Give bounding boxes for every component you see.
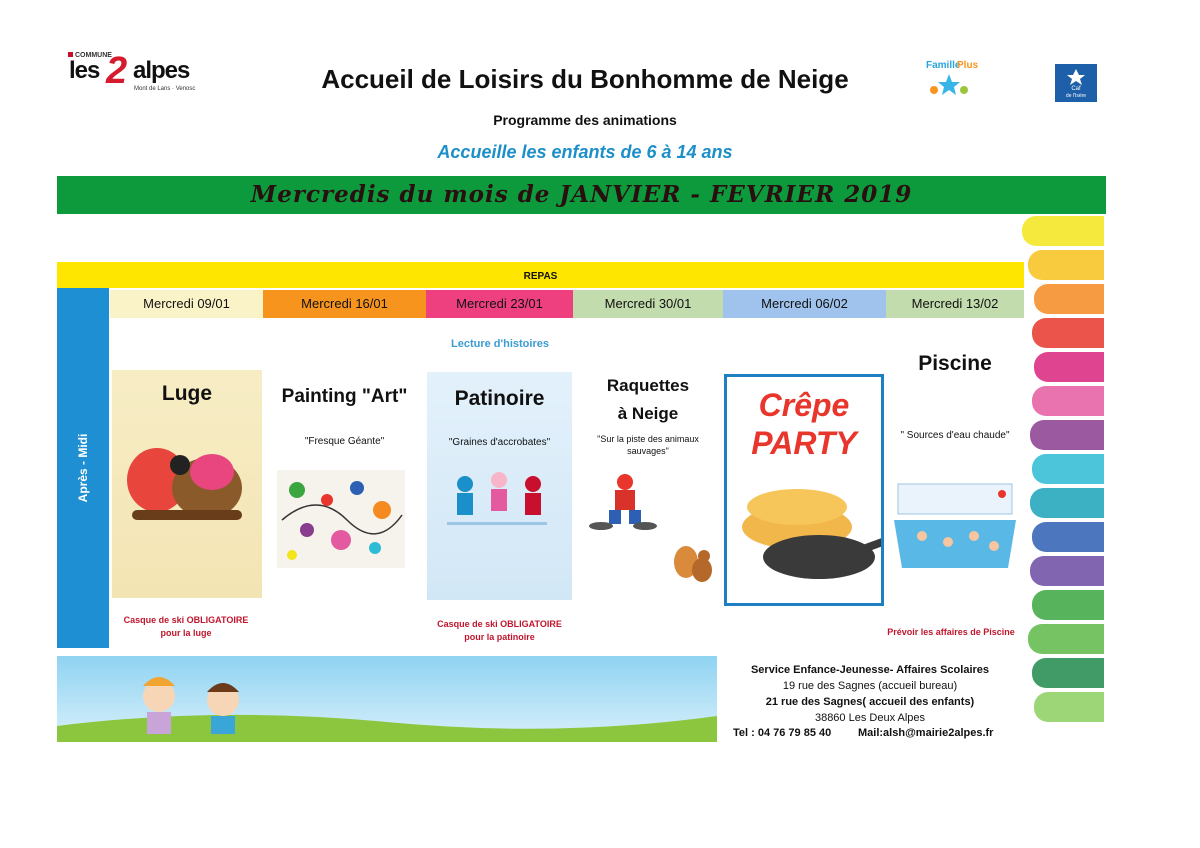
month-banner-text: Mercredis du mois de JANVIER - FEVRIER 2019 (250, 181, 913, 208)
piscine-subtitle: " Sources d'eau chaude" (900, 430, 1010, 441)
crayon-blue (1032, 522, 1104, 552)
pool-image (892, 476, 1018, 572)
caf-logo-line1: Caf (1071, 86, 1081, 92)
patinoire-warning-line2: pour la patinoire (464, 632, 535, 642)
luge-warning (110, 614, 262, 640)
patinoire-warning-line1: Casque de ski OBLIGATOIRE (437, 619, 562, 629)
logo-sub: Mont de Lans · Venosc (134, 86, 196, 92)
day-header-30-01: Mercredi 30/01 (573, 290, 723, 318)
famille-plus-logo (920, 60, 978, 106)
crayon-green (1032, 590, 1104, 620)
address-office: 19 rue des Sagnes (accueil bureau) (782, 680, 958, 692)
afternoon-label (57, 288, 109, 648)
raquettes-subtitle-line1: "Sur la piste des animaux (597, 434, 699, 444)
lecture-text: Lecture d'histoires (451, 338, 549, 350)
crayon-purple (1030, 420, 1104, 450)
raquettes-title-line2: à Neige (617, 404, 679, 423)
crayon-light-green (1028, 624, 1104, 654)
painting-subtitle: "Fresque Géante" (304, 436, 385, 447)
logo-commune-text: COMMUNE (68, 52, 112, 59)
service-name: Service Enfance-Jeunesse- Affaires Scolaires (750, 664, 990, 676)
squirrel-image (672, 542, 718, 586)
famille-logo-line2: Plus (957, 60, 979, 71)
crepe-line2: PARTY (751, 425, 857, 461)
patinoire-subtitle: "Graines d'accrobates" (448, 437, 551, 448)
day-header-13-02: Mercredi 13/02 (886, 290, 1024, 318)
crayon-dark-green (1032, 658, 1104, 688)
crayon-pink (1032, 386, 1104, 416)
raquettes-subtitle (573, 433, 723, 457)
crayon-lime (1034, 692, 1104, 722)
painting-title: Painting "Art" (281, 386, 408, 407)
page-title: Accueil de Loisirs du Bonhomme de Neige (321, 64, 849, 94)
raquettes-title-line1: Raquettes (606, 376, 690, 395)
address-children: 21 rue des Sagnes( accueil des enfants) (765, 696, 975, 708)
repas-band: REPAS (57, 262, 1024, 288)
crepe-party-card (724, 374, 884, 606)
day-header-23-01: Mercredi 23/01 (426, 290, 573, 318)
crayon-red (1032, 318, 1104, 348)
commune-logo (66, 52, 206, 96)
crayon-cyan (1032, 454, 1104, 484)
day-header-09-01: Mercredi 09/01 (110, 290, 263, 318)
piscine-warning: Prévoir les affaires de Piscine (887, 627, 1015, 637)
patinoire-title: Patinoire (454, 387, 545, 410)
logo-two: 2 (106, 50, 128, 92)
crayon-magenta (1034, 352, 1104, 382)
caf-logo (1055, 64, 1097, 102)
raquettes-title (573, 372, 723, 428)
day-header-16-01: Mercredi 16/01 (263, 290, 426, 318)
piscine-title: Piscine (918, 352, 992, 375)
painting-image (277, 470, 405, 568)
luge-warning-line1: Casque de ski OBLIGATOIRE (123, 615, 249, 625)
city-line: 38860 Les Deux Alpes (814, 712, 926, 724)
page-subtitle: Programme des animations (493, 112, 677, 128)
patinoire-card (427, 372, 572, 600)
snowshoe-kid-image (583, 470, 663, 534)
day-header-06-02: Mercredi 06/02 (723, 290, 886, 318)
luge-card (112, 370, 262, 598)
luge-warning-line2: pour la luge (160, 628, 212, 638)
crayon-orange (1034, 284, 1104, 314)
crayon-yellow (1022, 216, 1104, 246)
crayon-gold (1028, 250, 1104, 280)
logo-les: les (69, 57, 100, 84)
crayon-teal (1030, 488, 1104, 518)
age-range-text: Accueille les enfants de 6 à 14 ans (437, 142, 733, 162)
caf-logo-line2: de l'Isère (1065, 93, 1087, 99)
luge-title: Luge (161, 382, 213, 405)
footer-kids-illustration (57, 656, 717, 742)
crayon-violet (1030, 556, 1104, 586)
crepe-line1: Crêpe (758, 387, 850, 423)
pastel-crayons-decoration (1022, 216, 1104, 748)
email-address: Mail:alsh@mairie2alpes.fr (858, 727, 994, 739)
logo-alpes: alpes (133, 57, 190, 84)
afternoon-label-text: Après - Midi (76, 433, 90, 503)
raquettes-subtitle-line2: sauvages" (627, 446, 669, 456)
phone-number: Tel : 04 76 79 85 40 (733, 727, 832, 739)
patinoire-warning (426, 618, 573, 644)
famille-logo-line1: Famille (926, 60, 961, 71)
